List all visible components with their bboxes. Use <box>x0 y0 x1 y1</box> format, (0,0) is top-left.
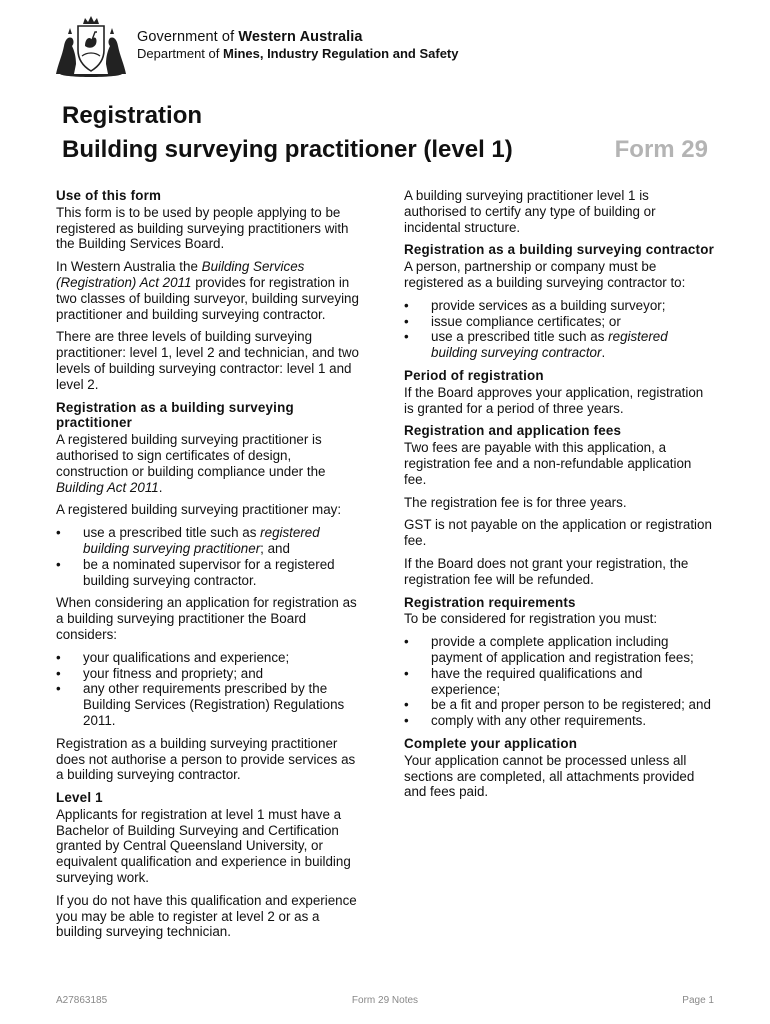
list-item: • any other requirements prescribed by the Building Services (Registration) Regulations 2011. <box>56 681 364 728</box>
footer-title: Form 29 Notes <box>351 995 419 1006</box>
level-1-authorised-paragraph: A building surveying practitioner level 1 is authorised to certify any type of building or incidental structure. <box>404 188 656 235</box>
government-name: Government of Western Australia <box>137 29 363 45</box>
list-item: • issue compliance certificates; or <box>404 314 714 330</box>
list-item: • your qualifications and experience; <box>56 650 364 666</box>
list-item: • provide a complete application including payment of application and registration fees; <box>404 634 714 666</box>
practitioner-paragraph: A registered building surveying practitioner is authorised to sign certificates of design, construction or building compliance under the Building Act 2011. <box>56 432 326 495</box>
department-name: Department of Mines, Industry Regulation and Safety <box>137 46 459 61</box>
list-item: • your fitness and propriety; and <box>56 666 364 682</box>
list-item: • use a prescribed title such as registered building surveying practitioner; and <box>56 525 364 557</box>
left-column <box>56 188 364 947</box>
levels-paragraph: There are three levels of building surveying practitioner: level 1, level 2 and technician, and two levels of building surveying contractor: level 1 and level 2. <box>56 329 359 392</box>
period-paragraph: If the Board approves your application, registration is granted for a period of three years. <box>404 384 704 416</box>
list-item: • provide services as a building surveyor; <box>404 298 714 314</box>
page-number: Page 1 <box>682 995 714 1006</box>
practitioner-heading: Registration as a building surveying practitioner <box>56 399 294 431</box>
right-column <box>404 188 714 807</box>
level-1-heading: Level 1 <box>56 790 103 806</box>
complete-paragraph: Your application cannot be processed unless all sections are completed, all attachments provided and fees paid. <box>404 752 695 800</box>
wa-crest-logo <box>52 16 130 80</box>
practitioner-may-paragraph: A registered building surveying practitioner may: <box>56 502 342 518</box>
contractor-list <box>404 298 714 361</box>
form-number: Form 29 <box>614 136 708 163</box>
gst-paragraph: GST is not payable on the application or registration fee. <box>404 517 712 549</box>
not-contractor-paragraph: Registration as a building surveying practitioner does not authorise a person to provide services as a building surveying contractor. <box>56 735 356 783</box>
list-item: • use a prescribed title such as registered building surveying contractor. <box>404 329 714 361</box>
contractor-heading: Registration as a building surveying contractor <box>404 242 715 258</box>
document-id: A27863185 <box>56 995 108 1006</box>
page-title: Registration <box>62 102 203 129</box>
requirements-heading: Registration requirements <box>404 594 576 610</box>
fees-duration-paragraph: The registration fee is for three years. <box>404 494 627 510</box>
requirements-paragraph: To be considered for registration you must: <box>404 611 658 627</box>
list-item: • be a nominated supervisor for a registered building surveying contractor. <box>56 557 364 589</box>
level-1-alternative-paragraph: If you do not have this qualification and experience you may be able to register at level 2 or as a building surveying technician. <box>56 892 357 940</box>
level-1-paragraph: Applicants for registration at level 1 must have a Bachelor of Building Surveying and Certification granted by Central Queensland University, or equivalent qualification and experience in building surveying work. <box>56 806 351 886</box>
requirements-list <box>404 634 714 729</box>
list-item: • have the required qualifications and experience; <box>404 666 714 698</box>
list-item: • comply with any other requirements. <box>404 713 714 729</box>
act-paragraph: In Western Australia the Building Services (Registration) Act 2011 provides for registration in two classes of building surveyor, building surveying practitioner and building surveying contractor. <box>56 259 359 322</box>
use-of-form-heading: Use of this form <box>56 188 162 203</box>
use-of-form-paragraph: This form is to be used by people applying to be registered as building surveying practitioners with the Building Services Board. <box>56 204 349 252</box>
complete-heading: Complete your application <box>404 735 578 751</box>
contractor-paragraph: A person, partnership or company must be registered as a building surveying contractor to: <box>404 259 686 290</box>
list-item: • be a fit and proper person to be registered; and <box>404 697 714 713</box>
fees-heading: Registration and application fees <box>404 423 622 439</box>
board-considers-paragraph: When considering an application for registration as a building surveying practitioner the Board considers: <box>56 595 357 642</box>
period-heading: Period of registration <box>404 367 544 383</box>
page-subtitle: Building surveying practitioner (level 1) <box>62 136 513 163</box>
refund-paragraph: If the Board does not grant your registration, the registration fee will be refunded. <box>404 555 689 587</box>
fees-paragraph: Two fees are payable with this application, a registration fee and a non-refundable application fee. <box>404 440 692 487</box>
board-considers-list <box>56 650 364 729</box>
practitioner-may-list <box>56 525 364 588</box>
